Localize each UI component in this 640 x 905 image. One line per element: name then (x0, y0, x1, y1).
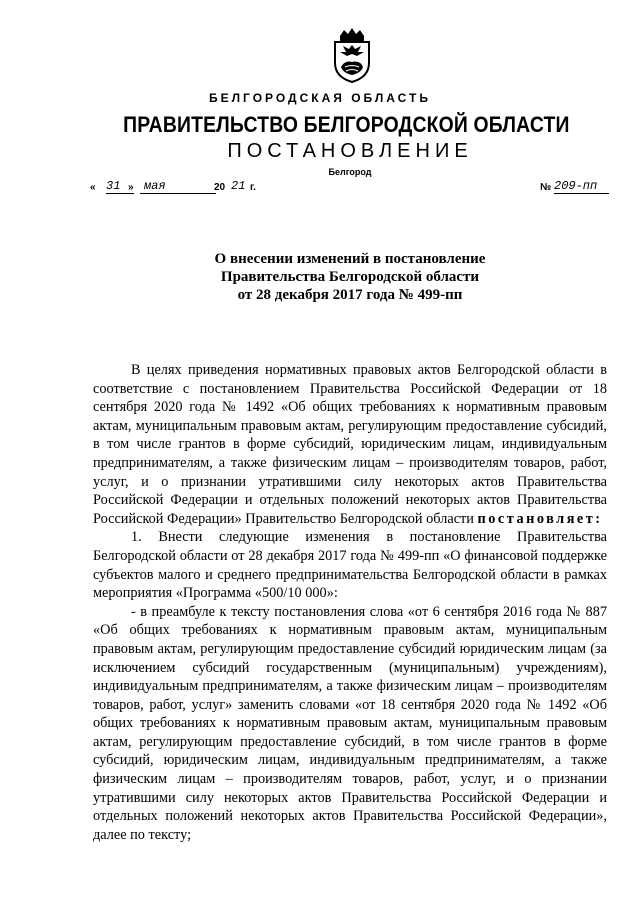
city-label: Белгород (328, 167, 372, 177)
date-number-line (90, 180, 610, 196)
number-label: № (540, 182, 552, 193)
year-suffix: 21 (231, 179, 246, 193)
document-number: 209-пп (554, 179, 609, 194)
date-month: мая (140, 179, 216, 194)
government-heading: ПРАВИТЕЛЬСТВО БЕЛГОРОДСКОЙ ОБЛАСТИ (123, 112, 570, 137)
resolves-keyword: постановляет: (477, 510, 603, 527)
year-prefix: 20 (214, 182, 226, 193)
title-line: Правительства Белгородской области (220, 269, 480, 285)
title-line: О внесении изменений в постановление (214, 251, 486, 267)
document-type-heading: ПОСТАНОВЛЕНИЕ (227, 140, 473, 162)
year-label: г. (250, 182, 256, 193)
quote-close: » (128, 182, 134, 193)
title-line: от 28 декабря 2017 года № 499-пп (237, 287, 463, 303)
document-title (0, 250, 640, 304)
body-paragraph: 1. Внести следующие изменения в постановление Правительства Белгородской области от 28 декабря 2017 года № 499-пп «О финансовой поддержке субъектов малого и среднего предпринимательства Белгородской области в рамках мероприятия «Программа «500/10 000»: (93, 529, 607, 602)
paragraph-text: В целях приведения нормативных правовых актов Белгородской области в соответствие с постановлением Правительства Российской Федерации от 18 сентября 2020 года № 1492 «Об общих требованиях к нормативным правовым актам, муниципальным правовым актам, регулирующим предоставление субсидий, в том числе грантов в форме субсидий, юридическим лицам, индивидуальным предпринимателям, а также физическим лицам – производителям товаров, работ, услуг, и о признании утратившими силу некоторых актов Правительства Российской Федерации и отдельных положений некоторых актов Правительства Российской Федерации» Правительство Белгородской области (93, 362, 607, 527)
document-body (93, 361, 607, 844)
body-paragraph: - в преамбуле к тексту постановления слова «от 6 сентября 2016 года № 887 «Об общих требованиях к нормативным правовым актам, муниципальным правовым актам, регулирующим предоставление субсидий юридическим лицам (за исключением субсидий государственным (муниципальным) учреждениям), индивидуальным предпринимателям, а также физическим лицам – производителям товаров, работ, услуг» заменить словами «от 18 сентября 2020 года № 1492 «Об общих требованиях к нормативным правовым актам, муниципальным правовым актам, регулирующим предоставление субсидий, в том числе грантов в форме субсидий, юридическим лицам, индивидуальным предпринимателям, а также физическим лицам – производителям товаров, работ, услуг, и о признании утратившими силу некоторых актов Правительства Российской Федерации и отдельных положений некоторых актов Правительства Российской Федерации», далее по тексту; (93, 603, 607, 843)
quote-open: « (90, 182, 96, 193)
date-day: 31 (106, 179, 134, 194)
body-paragraph (93, 361, 607, 528)
coat-of-arms-icon (331, 27, 373, 83)
region-heading: БЕЛГОРОДСКАЯ ОБЛАСТЬ (209, 91, 431, 105)
